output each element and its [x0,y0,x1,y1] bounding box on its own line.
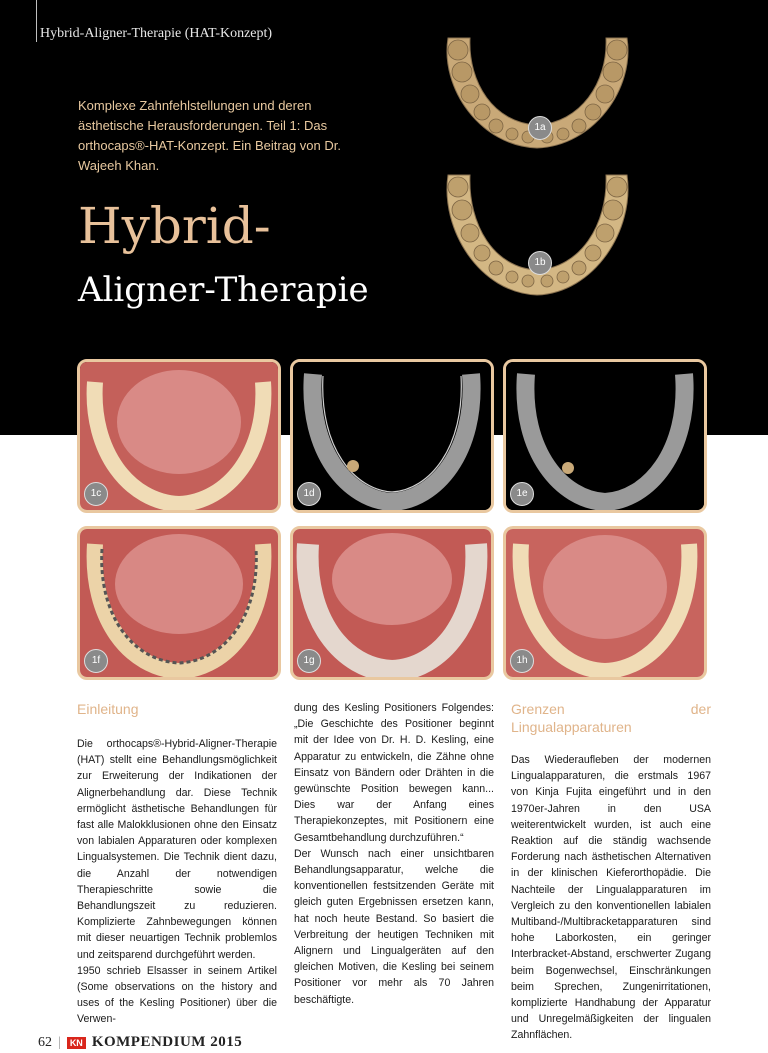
figure-label-1b: 1b [528,251,552,275]
paragraph: dung des Kesling Positioners Folgendes: „Die Geschichte des Positioner beginnt mit der Idee von Dr. H. D. Kesling, eine Apparatur zu entwickeln, die Zähne ohne Einsatz von Bändern oder Drähten in die gewünschte Position bewegen kann... Dies war der Anfang eines Therapiekonzeptes, mit Positionern eine Gesamtbehandlung durchzuführen.“ [294,702,494,844]
figure-1e-photo [503,359,707,513]
article-title-line1: Hybrid- [78,197,271,255]
figure-1f-photo [77,526,281,680]
figure-label-1d: 1d [297,482,321,506]
figure-label-1e: 1e [510,482,534,506]
figure-1h-photo [503,526,707,680]
paragraph: Die orthocaps®-Hybrid-Aligner-Therapie (HAT) stellt eine Behandlungsmöglichkeit zur Erweiterung der Indikationen der Alignerbehandlung dar. Diese Technik ermöglicht ästhetische Behandlungen für fast alle Malokklusionen ohne den Einsatz von labialen Apparaturen oder komplexen Lingualsystemen. Die Technik dient dazu, die Anzahl der notwendigen Therapieschritte sowie die Behandlungszeit zu reduzieren. Komplizierte Zahnbewegungen können mit dieser neuartigen Technik problemlos und zeitsparend durchgeführt werden. [77,738,277,961]
figure-1g-photo [290,526,494,680]
paragraph: 1950 schrieb Elsasser in seinem Artikel (Some observations on the history and uses of the Kesling Positioner) über die Verwen- [77,964,277,1026]
figure-label-1g: 1g [297,649,321,673]
figure-1b-arch-model [430,165,645,305]
section-heading-grenzen: Grenzen der Lingualapparaturen [511,701,711,735]
figure-1c-photo [77,359,281,513]
page-number: 62 [38,1034,52,1050]
figure-1d-photo [290,359,494,513]
paragraph: Das Wiederaufleben der modernen Lingualapparaturen, die erstmals 1967 von Kinja Fujita eingeführt und in den 1970er-Jahren in den USA weiterentwickelt wurden, ist auch eine Reaktion auf die ständig wachsende Forderung nach ästhetischen Alternativen in der klinischen Kieferorthopädie. Die Nachteile der Lingualapparaturen im Vergleich zu den konventionellen labialen Multiband-/Multibracketapparaturen sind hohe Laborkosten, ein geringer Interbracket-Abstand, erschwerter Zugang beim Bogenwechsel, Einschränkungen beim Sprechen, Zungenirritationen, komplizierte Handhabung der Apparatur und Unregelmäßigkeiten der lingualen Zahnflächen. [511,754,711,1042]
article-column-1 [77,700,277,1028]
article-column-2 [294,700,494,1008]
figure-1a-arch-model [430,28,645,158]
footer-separator: | [58,1034,61,1050]
article-title-line2: Aligner-Therapie [78,270,369,310]
section-heading-einleitung: Einleitung [77,701,139,717]
figure-label-1h: 1h [510,649,534,673]
brand-logo: KN [67,1037,86,1049]
header-rule [36,0,37,42]
figure-label-1a: 1a [528,116,552,140]
figure-label-1c: 1c [84,482,108,506]
page-footer [38,1034,242,1051]
figure-label-1f: 1f [84,649,108,673]
paragraph: Der Wunsch nach einer unsichtbaren Behandlungsapparatur, welche die konventionellen festsitzenden Geräte mit gleich guten Ergebnissen ersetzen kann, hat noch heute Bestand. So basiert die Verbreitung der heutigen Techniken mit Alignern und Lingualgeräten auf den gleichen Motiven, die Kesling bei seinem Positioner vor mehr als 70 Jahren beschäftigte. [294,847,494,1006]
magazine-title: KOMPENDIUM 2015 [91,1034,243,1050]
article-column-3 [511,700,711,1044]
running-head: Hybrid-Aligner-Therapie (HAT-Konzept) [40,26,273,41]
article-intro: Komplexe Zahnfehlstellungen und deren ästhetische Herausforderungen. Teil 1: Das orthocaps®-HAT-Konzept. Ein Beitrag von Dr. Wajeeh Khan. [78,98,341,173]
